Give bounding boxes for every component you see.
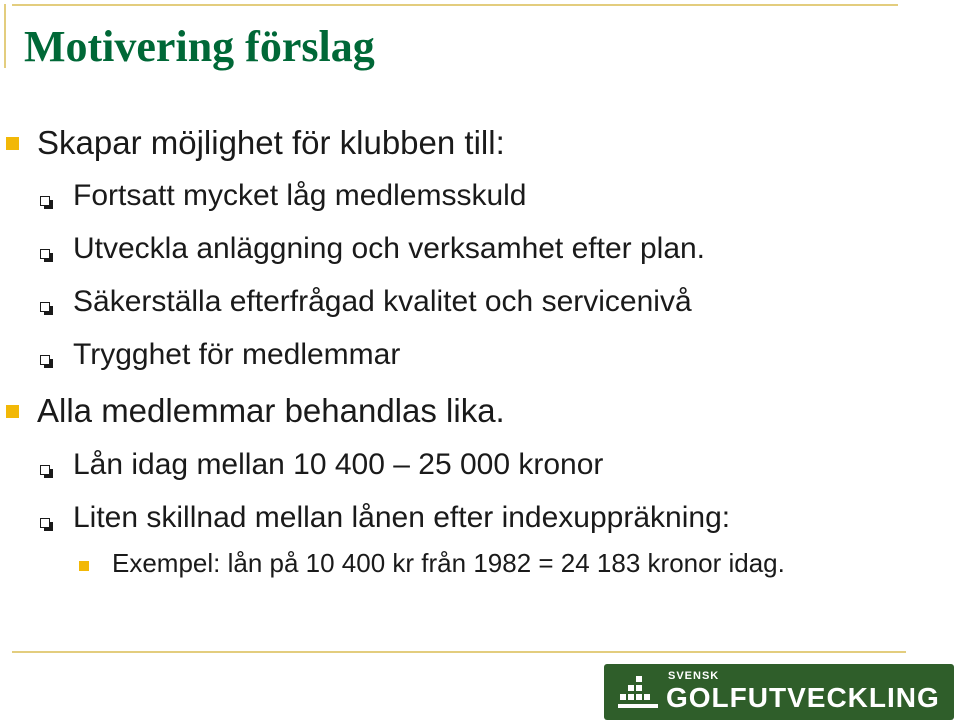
checkbox-bullet-icon [40, 518, 50, 528]
yellow-square-bullet-icon [6, 405, 19, 418]
slide-title: Motivering förslag [24, 22, 375, 71]
list-item: Liten skillnad mellan lånen efter indexuppräkning: [73, 501, 731, 534]
svensk-golfutveckling-logo [604, 664, 954, 720]
yellow-square-bullet-icon [6, 137, 19, 150]
small-yellow-square-bullet-icon [79, 561, 89, 571]
checkbox-bullet-icon [40, 249, 50, 259]
list-item: Säkerställa efterfrågad kvalitet och servicenivå [73, 285, 692, 318]
section-heading: Skapar möjlighet för klubben till: [37, 124, 505, 161]
list-item: Lån idag mellan 10 400 – 25 000 kronor [73, 448, 604, 481]
checkbox-bullet-icon [40, 465, 50, 475]
list-item: Utveckla anläggning och verksamhet efter plan. [73, 232, 706, 265]
section-heading: Alla medlemmar behandlas lika. [37, 392, 505, 429]
example-item: Exempel: lån på 10 400 kr från 1982 = 24 183 kronor idag. [112, 548, 785, 578]
checkbox-bullet-icon [40, 302, 50, 312]
logo-small-text: SVENSK [668, 670, 720, 682]
list-item: Trygghet för medlemmar [73, 338, 401, 371]
checkbox-bullet-icon [40, 196, 50, 206]
top-divider [12, 4, 898, 6]
logo-main-text: GOLFUTVECKLING [666, 682, 940, 713]
list-item: Fortsatt mycket låg medlemsskuld [73, 179, 527, 212]
logo-dots-icon [618, 676, 658, 710]
bottom-divider [12, 651, 906, 653]
left-divider [4, 4, 6, 68]
checkbox-bullet-icon [40, 355, 50, 365]
